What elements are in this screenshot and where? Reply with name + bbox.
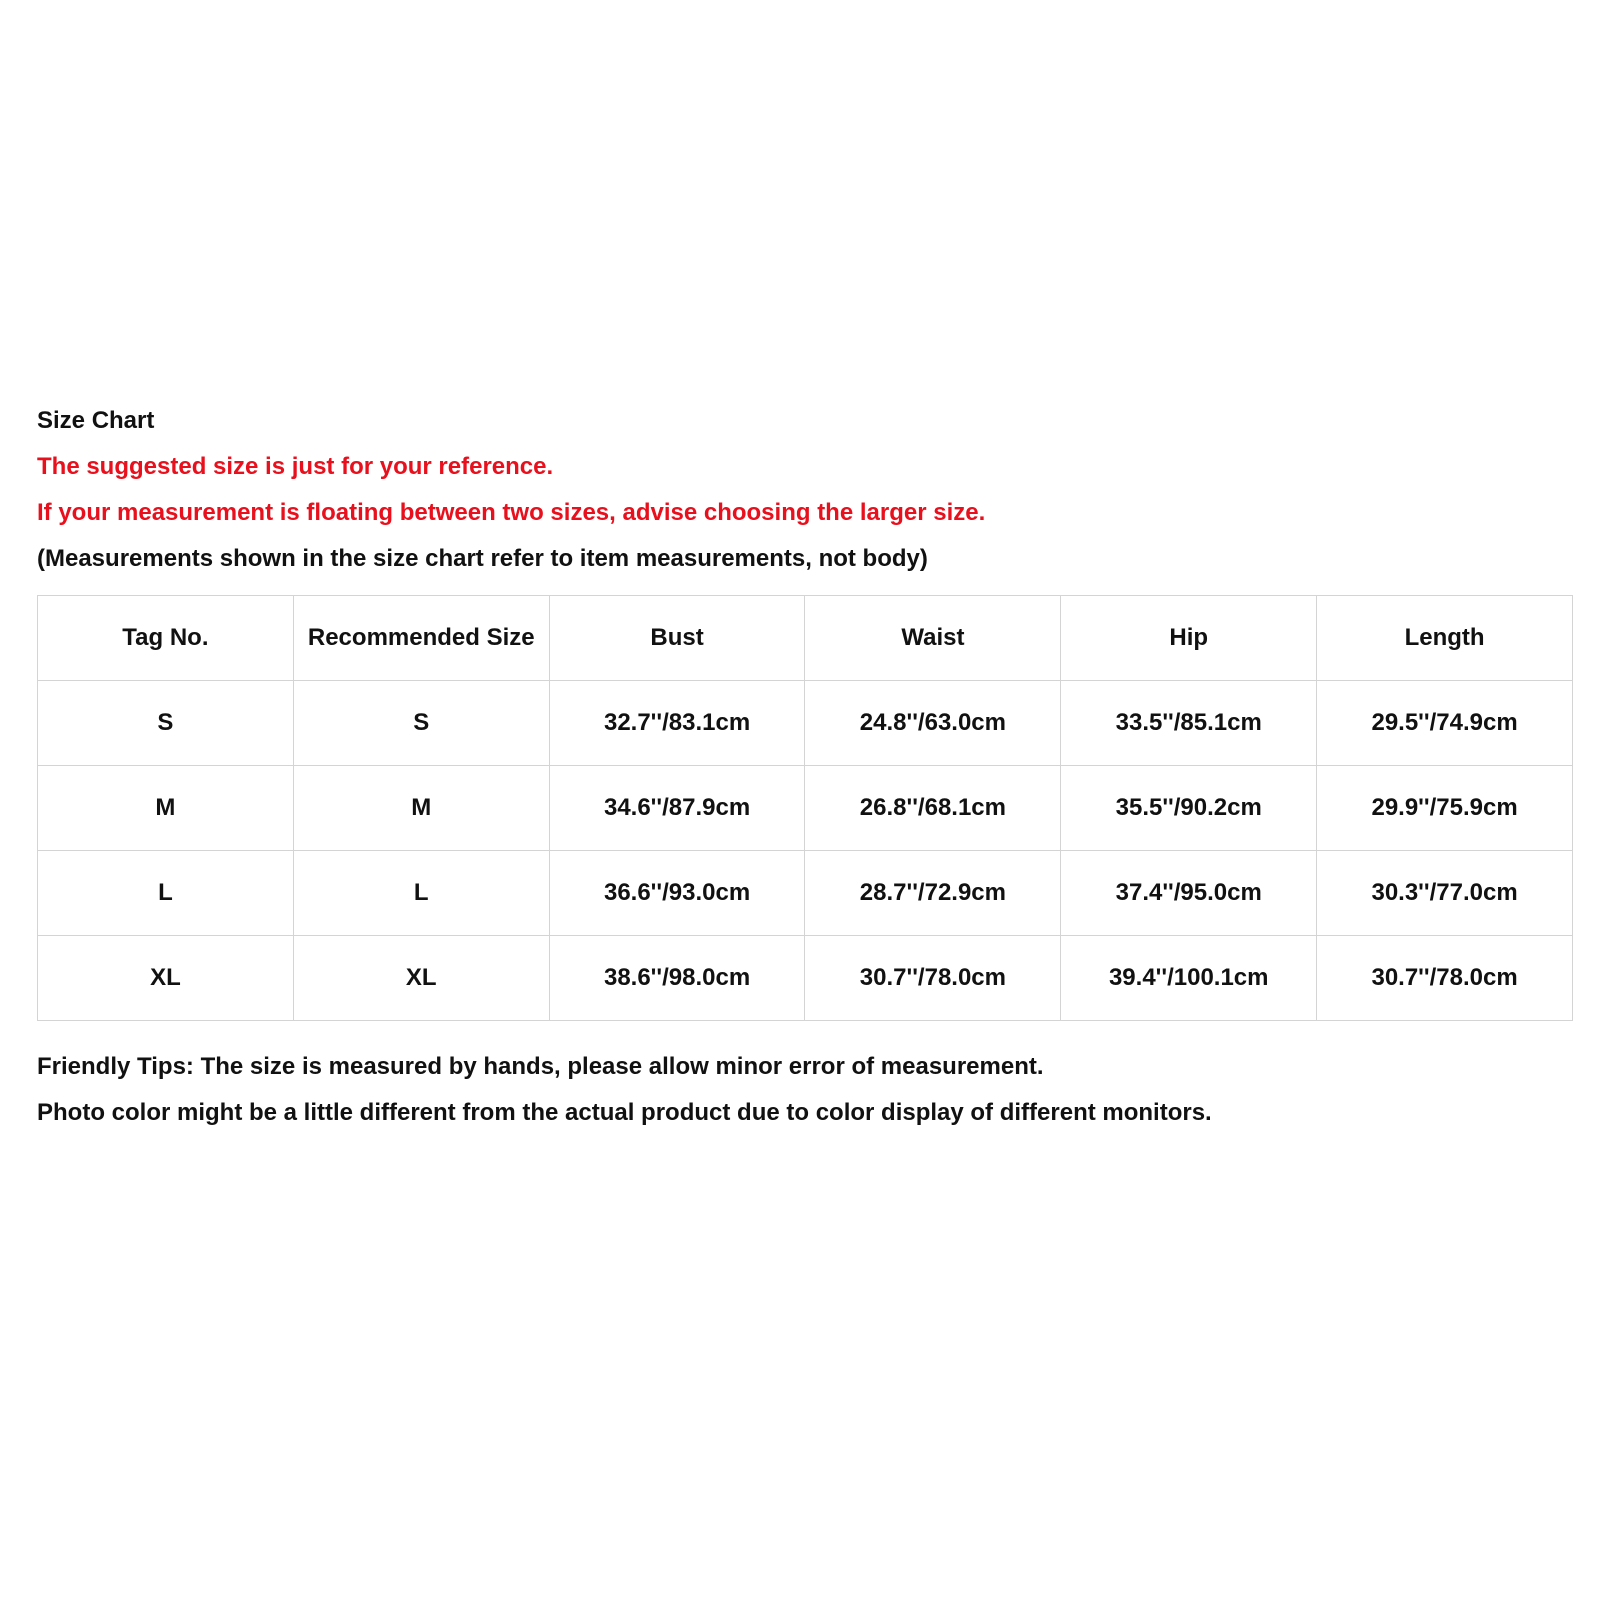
column-header-hip: Hip xyxy=(1061,596,1317,681)
size-chart-title: Size Chart xyxy=(37,407,155,434)
larger-size-advice: If your measurement is floating between two sizes, advise choosing the larger size. xyxy=(37,499,986,526)
cell-hip: 37.4''/95.0cm xyxy=(1061,851,1317,936)
tips-section xyxy=(37,1044,1573,1136)
cell-bust: 32.7''/83.1cm xyxy=(549,681,805,766)
cell-waist: 24.8''/63.0cm xyxy=(805,681,1061,766)
size-table xyxy=(37,595,1573,1021)
cell-waist: 26.8''/68.1cm xyxy=(805,766,1061,851)
table-row xyxy=(38,936,1573,1021)
reference-note: The suggested size is just for your reference. xyxy=(37,453,554,480)
column-header-tag-no: Tag No. xyxy=(38,596,294,681)
cell-tag-no: XL xyxy=(38,936,294,1021)
photo-color-note: Photo color might be a little different from the actual product due to color display of different monitors. xyxy=(37,1099,1212,1126)
cell-hip: 33.5''/85.1cm xyxy=(1061,681,1317,766)
column-header-waist: Waist xyxy=(805,596,1061,681)
column-header-recommended-size: Recommended Size xyxy=(293,596,549,681)
cell-recommended-size: M xyxy=(293,766,549,851)
cell-length: 30.7''/78.0cm xyxy=(1317,936,1573,1021)
cell-recommended-size: S xyxy=(293,681,549,766)
column-header-bust: Bust xyxy=(549,596,805,681)
table-row xyxy=(38,766,1573,851)
measurement-note: (Measurements shown in the size chart refer to item measurements, not body) xyxy=(37,545,928,572)
table-header-row xyxy=(38,596,1573,681)
cell-waist: 28.7''/72.9cm xyxy=(805,851,1061,936)
cell-length: 29.5''/74.9cm xyxy=(1317,681,1573,766)
cell-tag-no: S xyxy=(38,681,294,766)
cell-recommended-size: XL xyxy=(293,936,549,1021)
column-header-length: Length xyxy=(1317,596,1573,681)
friendly-tip: Friendly Tips: The size is measured by hands, please allow minor error of measurement. xyxy=(37,1053,1044,1080)
table-row xyxy=(38,681,1573,766)
cell-length: 29.9''/75.9cm xyxy=(1317,766,1573,851)
cell-bust: 34.6''/87.9cm xyxy=(549,766,805,851)
cell-bust: 38.6''/98.0cm xyxy=(549,936,805,1021)
size-chart-section xyxy=(37,398,1573,1136)
table-row xyxy=(38,851,1573,936)
cell-recommended-size: L xyxy=(293,851,549,936)
cell-tag-no: L xyxy=(38,851,294,936)
cell-waist: 30.7''/78.0cm xyxy=(805,936,1061,1021)
cell-length: 30.3''/77.0cm xyxy=(1317,851,1573,936)
cell-hip: 35.5''/90.2cm xyxy=(1061,766,1317,851)
cell-bust: 36.6''/93.0cm xyxy=(549,851,805,936)
cell-tag-no: M xyxy=(38,766,294,851)
cell-hip: 39.4''/100.1cm xyxy=(1061,936,1317,1021)
